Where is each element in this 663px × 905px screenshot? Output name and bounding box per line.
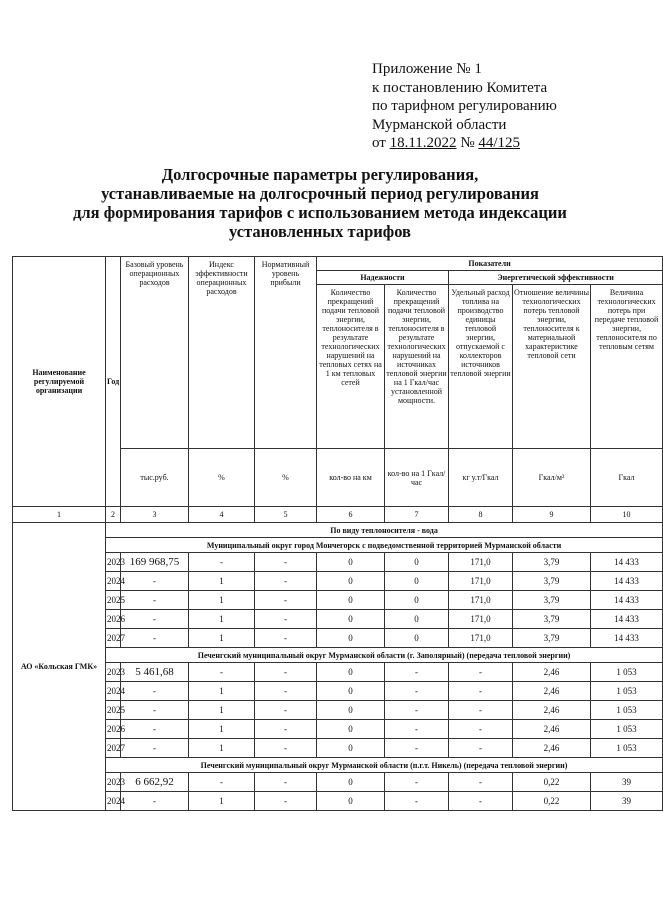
col-num-7: 7 [385, 507, 449, 523]
header-col-9: Отношение величины технологических потерь тепловой энергии, теплоносителя к материальной характеристике тепловой сети [513, 285, 591, 449]
col-num-5: 5 [255, 507, 317, 523]
cell-c10: 14 433 [591, 610, 663, 629]
unit-col-9: Гкал/м² [513, 449, 591, 507]
cell-c8: 171,0 [449, 629, 513, 648]
header-col-6: Количество прекращений подачи тепловой энергии, теплоносителя в результате технологических нарушений на тепловых сетях на 1 км тепловых сетей [317, 285, 385, 449]
cell-c9: 3,79 [513, 572, 591, 591]
col-num-8: 8 [449, 507, 513, 523]
cell-c7: - [385, 739, 449, 758]
cell-year: 2024 [106, 572, 121, 591]
unit-col-6: кол-во на км [317, 449, 385, 507]
header-energy: Энергетической эффективности [449, 271, 663, 285]
cell-c8: - [449, 792, 513, 811]
cell-c8: - [449, 720, 513, 739]
cell-profit: - [255, 591, 317, 610]
column-numbers-row [13, 507, 663, 523]
cell-c7: - [385, 773, 449, 792]
section-row [13, 758, 663, 773]
col-num-9: 9 [513, 507, 591, 523]
table-row [13, 720, 663, 739]
table-row [13, 629, 663, 648]
cell-c10: 14 433 [591, 629, 663, 648]
cell-c7: - [385, 720, 449, 739]
header-org: Наименование регулируемой организации [13, 257, 106, 507]
table-row [13, 792, 663, 811]
cell-c10: 1 053 [591, 720, 663, 739]
cell-profit: - [255, 773, 317, 792]
cell-c8: - [449, 739, 513, 758]
cell-c8: - [449, 773, 513, 792]
cell-index: 1 [189, 591, 255, 610]
section-row [13, 648, 663, 663]
annex-date-prefix: от [372, 135, 390, 151]
annex-number: 44/125 [478, 135, 521, 151]
annex-line-4: Мурманской области [372, 116, 507, 133]
cell-c8: 171,0 [449, 610, 513, 629]
cell-c7: - [385, 682, 449, 701]
cell-c9: 2,46 [513, 682, 591, 701]
section-title: Муниципальный округ город Мончегорск с подведомственной территорией Мурманской области [106, 538, 663, 553]
cell-year: 2023 [106, 553, 121, 572]
section-title: Печенгский муниципальный округ Мурманской области (п.г.т. Никель) (передача тепловой энергии) [106, 758, 663, 773]
unit-col-4: % [189, 449, 255, 507]
cell-year: 2023 [106, 773, 121, 792]
cell-base: - [121, 701, 189, 720]
cell-c10: 1 053 [591, 682, 663, 701]
cell-base: - [121, 591, 189, 610]
table-row [13, 663, 663, 682]
cell-profit: - [255, 701, 317, 720]
cell-c10: 14 433 [591, 572, 663, 591]
cell-c10: 39 [591, 773, 663, 792]
col-num-10: 10 [591, 507, 663, 523]
cell-base: - [121, 610, 189, 629]
cell-c7: 0 [385, 572, 449, 591]
cell-c7: - [385, 663, 449, 682]
cell-index: - [189, 663, 255, 682]
cell-c9: 0,22 [513, 792, 591, 811]
annex-block [372, 60, 557, 153]
cell-c6: 0 [317, 663, 385, 682]
annex-date: 18.11.2022 [389, 135, 457, 151]
cell-base: 6 662,92 [121, 773, 189, 792]
header-year: Год [106, 257, 121, 507]
cell-year: 2024 [106, 792, 121, 811]
col-num-1: 1 [13, 507, 106, 523]
cell-profit: - [255, 739, 317, 758]
cell-c8: - [449, 682, 513, 701]
cell-year: 2023 [106, 663, 121, 682]
cell-c8: - [449, 701, 513, 720]
cell-c6: 0 [317, 701, 385, 720]
header-col-7: Количество прекращений подачи тепловой энергии, теплоносителя в результате технологических нарушений на источниках тепловой энергии на 1 Гкал/час установленной мощности. [385, 285, 449, 449]
unit-col-8: кг у.т/Гкал [449, 449, 513, 507]
cell-profit: - [255, 629, 317, 648]
cell-c9: 2,46 [513, 739, 591, 758]
cell-index: 1 [189, 701, 255, 720]
document-title [0, 165, 640, 241]
section-title: Печенгский муниципальный округ Мурманской области (г. Заполярный) (передача тепловой энергии) [106, 648, 663, 663]
cell-index: 1 [189, 682, 255, 701]
cell-base: 169 968,75 [121, 553, 189, 572]
cell-c9: 2,46 [513, 663, 591, 682]
col-num-4: 4 [189, 507, 255, 523]
table-row [13, 682, 663, 701]
cell-c10: 1 053 [591, 701, 663, 720]
coolant-type-row: По виду теплоносителя - вода [106, 523, 663, 538]
header-reliability: Надежности [317, 271, 449, 285]
parameters-table [12, 256, 663, 811]
cell-c7: - [385, 701, 449, 720]
title-line-3: для формирования тарифов с использованием метода индексации [73, 203, 567, 222]
cell-index: - [189, 773, 255, 792]
table-row [13, 591, 663, 610]
cell-c7: 0 [385, 610, 449, 629]
header-col-10: Величина технологических потерь при передаче тепловой энергии, теплоносителя по тепловым сетям [591, 285, 663, 449]
cell-profit: - [255, 792, 317, 811]
cell-index: - [189, 553, 255, 572]
cell-year: 2026 [106, 610, 121, 629]
cell-index: 1 [189, 610, 255, 629]
header-profit: Нормативный уровень прибыли [255, 257, 317, 449]
table-row [13, 610, 663, 629]
col-num-3: 3 [121, 507, 189, 523]
cell-c7: - [385, 792, 449, 811]
cell-year: 2025 [106, 591, 121, 610]
table-row [13, 553, 663, 572]
cell-c7: 0 [385, 591, 449, 610]
col-num-6: 6 [317, 507, 385, 523]
header-col-8: Удельный расход топлива на производство единицы тепловой энергии, отпускаемой с коллекторов источников тепловой энергии [449, 285, 513, 449]
cell-base: - [121, 720, 189, 739]
cell-year: 2024 [106, 682, 121, 701]
cell-c10: 1 053 [591, 739, 663, 758]
header-base: Базовый уровень операционных расходов [121, 257, 189, 449]
cell-index: 1 [189, 572, 255, 591]
table-row [13, 739, 663, 758]
cell-profit: - [255, 663, 317, 682]
cell-c9: 2,46 [513, 701, 591, 720]
table-row [13, 572, 663, 591]
header-index: Индекс эффективности операционных расходов [189, 257, 255, 449]
cell-profit: - [255, 720, 317, 739]
cell-c6: 0 [317, 773, 385, 792]
cell-base: - [121, 682, 189, 701]
cell-base: - [121, 739, 189, 758]
unit-col-5: % [255, 449, 317, 507]
cell-year: 2027 [106, 629, 121, 648]
cell-c9: 3,79 [513, 629, 591, 648]
cell-c6: 0 [317, 739, 385, 758]
cell-c6: 0 [317, 720, 385, 739]
annex-line-5 [372, 134, 557, 153]
cell-c7: 0 [385, 629, 449, 648]
cell-c6: 0 [317, 610, 385, 629]
cell-c9: 2,46 [513, 720, 591, 739]
table-row [13, 701, 663, 720]
cell-c10: 14 433 [591, 591, 663, 610]
cell-c9: 3,79 [513, 610, 591, 629]
annex-line-3: по тарифном регулированию [372, 98, 557, 114]
cell-c7: 0 [385, 553, 449, 572]
org-name-cell: АО «Кольская ГМК» [13, 523, 106, 811]
table-row [13, 773, 663, 792]
cell-c6: 0 [317, 572, 385, 591]
cell-c8: - [449, 663, 513, 682]
cell-c8: 171,0 [449, 591, 513, 610]
annex-line-1: Приложение № 1 [372, 61, 482, 77]
cell-c6: 0 [317, 682, 385, 701]
cell-c6: 0 [317, 629, 385, 648]
cell-base: - [121, 792, 189, 811]
title-line-1: Долгосрочные параметры регулирования, [161, 165, 479, 184]
cell-c10: 14 433 [591, 553, 663, 572]
cell-c6: 0 [317, 591, 385, 610]
cell-index: 1 [189, 720, 255, 739]
cell-year: 2025 [106, 701, 121, 720]
cell-c6: 0 [317, 792, 385, 811]
cell-index: 1 [189, 629, 255, 648]
unit-col-7: кол-во на 1 Гкал/час [385, 449, 449, 507]
cell-base: 5 461,68 [121, 663, 189, 682]
annex-line-2: к постановлению Комитета [372, 79, 548, 96]
cell-index: 1 [189, 792, 255, 811]
cell-profit: - [255, 610, 317, 629]
title-line-2: устанавливаемые на долгосрочный период регулирования [101, 184, 539, 203]
cell-year: 2026 [106, 720, 121, 739]
cell-base: - [121, 629, 189, 648]
cell-index: 1 [189, 739, 255, 758]
cell-base: - [121, 572, 189, 591]
cell-c9: 3,79 [513, 553, 591, 572]
cell-profit: - [255, 682, 317, 701]
cell-c8: 171,0 [449, 553, 513, 572]
cell-profit: - [255, 553, 317, 572]
unit-col-3: тыс.руб. [121, 449, 189, 507]
section-row [13, 538, 663, 553]
cell-c6: 0 [317, 553, 385, 572]
col-num-2: 2 [106, 507, 121, 523]
cell-c9: 0,22 [513, 773, 591, 792]
unit-col-10: Гкал [591, 449, 663, 507]
cell-c10: 39 [591, 792, 663, 811]
cell-profit: - [255, 572, 317, 591]
cell-year: 2027 [106, 739, 121, 758]
title-line-4: установленных тарифов [229, 222, 411, 241]
annex-number-prefix: № [456, 135, 479, 151]
cell-c9: 3,79 [513, 591, 591, 610]
header-indicators: Показатели [317, 257, 663, 271]
cell-c8: 171,0 [449, 572, 513, 591]
cell-c10: 1 053 [591, 663, 663, 682]
